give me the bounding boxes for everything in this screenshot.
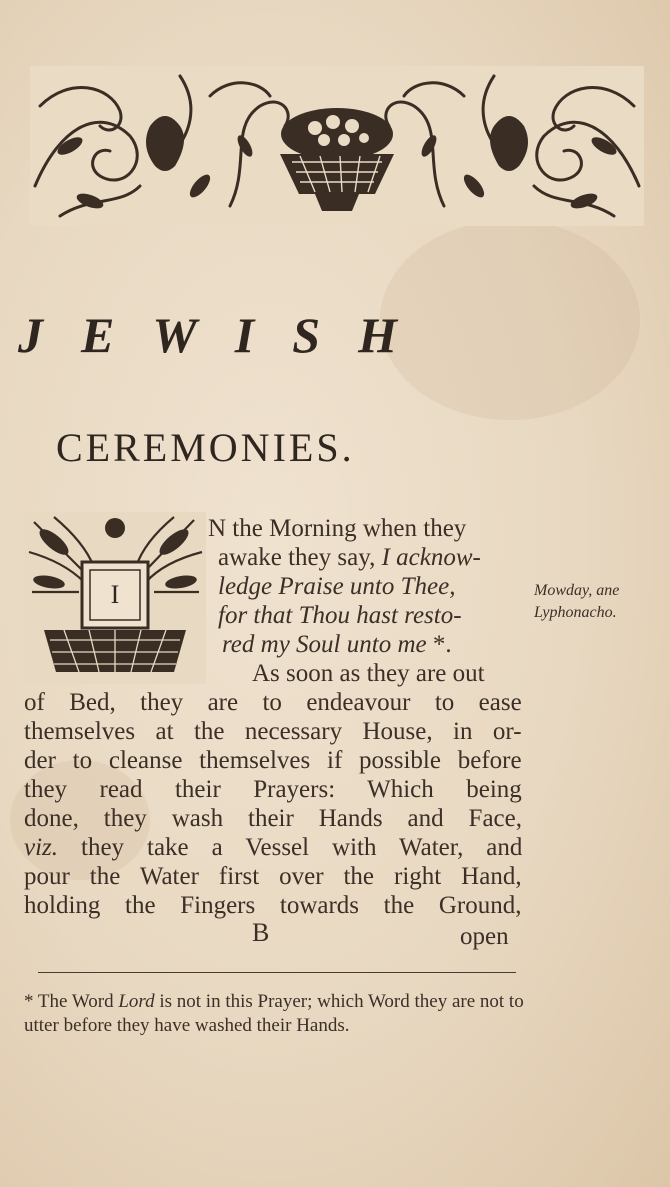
decorated-initial [24, 512, 206, 684]
body-line [218, 601, 462, 631]
body-line [24, 833, 522, 863]
text-run: *. [426, 631, 452, 658]
text-run: is not in this Prayer; which Word they are not to utter before they have washed their Hands. [24, 991, 524, 1036]
body-line [24, 717, 522, 747]
body-line [24, 804, 522, 834]
text-run: As soon as they are out [252, 660, 485, 687]
page-subtitle: CEREMONIES. [56, 425, 355, 470]
text-run: themselves at the necessary House, in or- [24, 718, 522, 745]
signature-mark: B [252, 918, 270, 947]
body-line [218, 543, 481, 573]
body-line [252, 659, 485, 689]
text-run: N the Morning when they [208, 515, 467, 542]
text-run: holding the Fingers towards the Ground, [24, 892, 522, 919]
drop-cap-letter: I [110, 580, 120, 609]
text-run: der to cleanse themselves if possible before [24, 747, 522, 774]
text-run: they read their Prayers: Which being [24, 776, 522, 803]
body-line [24, 746, 522, 776]
text-run: * The Word [24, 991, 119, 1012]
text-run: of Bed, they are to endeavour to ease [24, 689, 522, 716]
margin-note [534, 580, 664, 624]
text-run: done, they wash their Hands and Face, [24, 805, 522, 832]
italic-text: viz. [24, 834, 59, 861]
body-line [208, 514, 466, 544]
body-line [24, 891, 522, 921]
catchword: open [460, 923, 509, 950]
italic-text: ledge Praise unto Thee, [218, 573, 456, 600]
italic-text: Lord [118, 991, 155, 1012]
footnote [24, 990, 524, 1038]
page-title: JEWISH [18, 307, 435, 363]
text-run: they take a Vessel with Water, and [58, 834, 523, 861]
body-line [24, 688, 522, 718]
ornamental-headpiece [30, 66, 644, 226]
body-line [24, 775, 522, 805]
body-line [218, 572, 455, 602]
margin-note-line: Mowday, ane [534, 582, 620, 599]
text-run: awake they say, [218, 544, 382, 571]
italic-text: I acknow- [381, 544, 481, 571]
italic-text: red my Soul unto me [222, 631, 427, 658]
body-line [24, 862, 522, 892]
italic-text: for that Thou hast resto- [218, 602, 462, 629]
margin-note-line: Lyphonacho. [534, 604, 617, 621]
text-run: pour the Water first over the right Hand, [24, 863, 522, 890]
footnote-rule [38, 972, 516, 973]
body-line [222, 630, 452, 660]
